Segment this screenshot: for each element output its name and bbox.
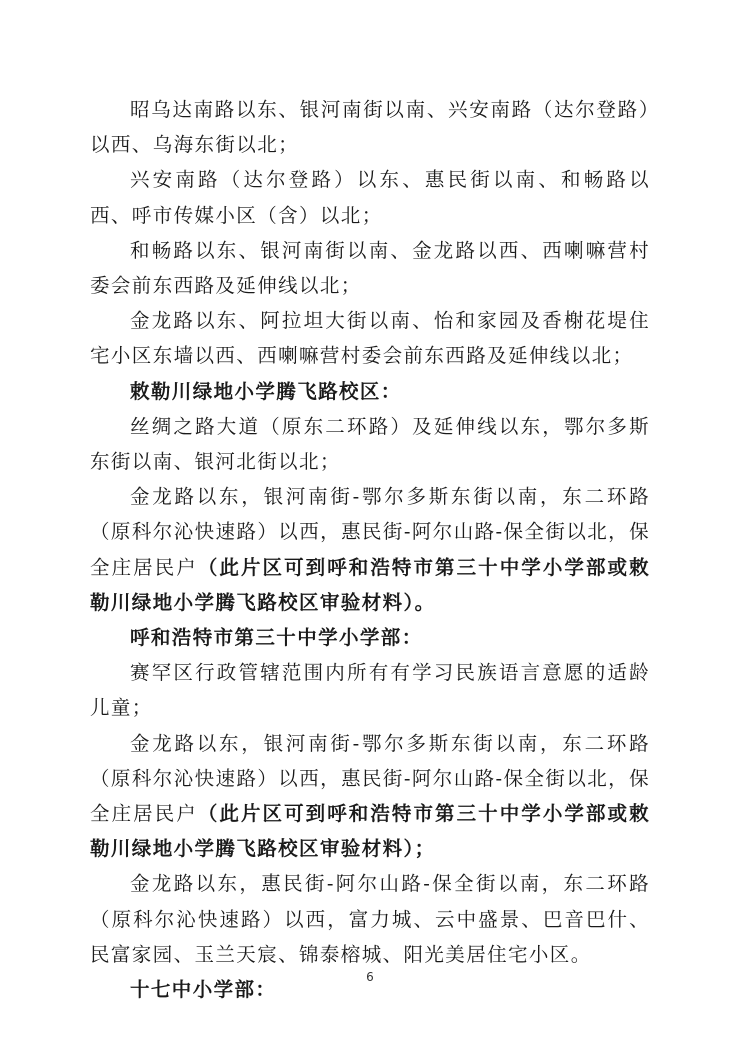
section-heading: 敕勒川绿地小学腾飞路校区：: [130, 379, 402, 403]
page-number: 6: [366, 970, 374, 984]
paragraph: 丝绸之路大道（原东二环路）及延伸线以东，鄂尔多斯东街以南、银河北街以北；: [90, 414, 650, 474]
paragraph: 兴安南路（达尔登路）以东、惠民街以南、和畅路以西、呼市传媒小区（含）以北；: [90, 168, 650, 227]
paragraph: 金龙路以东、阿拉坦大街以南、怡和家园及香榭花堤住宅小区东墙以西、西喇嘛营村委会前东西路及延伸线以北；: [90, 309, 650, 368]
section-heading: 十七中小学部：: [130, 978, 277, 1002]
paragraph: 赛罕区行政管辖范围内所有有学习民族语言意愿的适龄儿童；: [90, 661, 650, 720]
document-body: [90, 92, 650, 1007]
paragraph: [90, 479, 650, 620]
paragraph: 昭乌达南路以东、银河南街以南、兴安南路（达尔登路）以西、乌海东街以北；: [90, 98, 650, 157]
paragraph-text: 金龙路以东，银河南街-鄂尔多斯东街以南，东二环路（原科尔沁快速路）以西，惠民街-阿尔山路-保全街以北，保全庄居民户: [90, 485, 650, 579]
bold-note: （此片区可到呼和浩特市第三十中学小学部或敕勒川绿地小学腾飞路校区审验材料）。: [90, 555, 650, 614]
bold-note: （此片区可到呼和浩特市第三十中学小学部或敕勒川绿地小学腾飞路校区审验材料）；: [90, 802, 650, 861]
paragraph: [90, 726, 650, 867]
paragraph: 金龙路以东，惠民街-阿尔山路-保全街以南，东二环路（原科尔沁快速路）以西，富力城、云中盛景、巴音巴什、民富家园、玉兰天宸、锦泰榕城、阳光美居住宅小区。: [90, 872, 650, 966]
section-heading: 呼和浩特市第三十中学小学部：: [130, 626, 423, 650]
paragraph: 和畅路以东、银河南街以南、金龙路以西、西喇嘛营村委会前东西路及延伸线以北；: [90, 238, 650, 298]
paragraph-text: 金龙路以东，银河南街-鄂尔多斯东街以南，东二环路（原科尔沁快速路）以西，惠民街-阿尔山路-保全街以北，保全庄居民户: [90, 731, 650, 826]
